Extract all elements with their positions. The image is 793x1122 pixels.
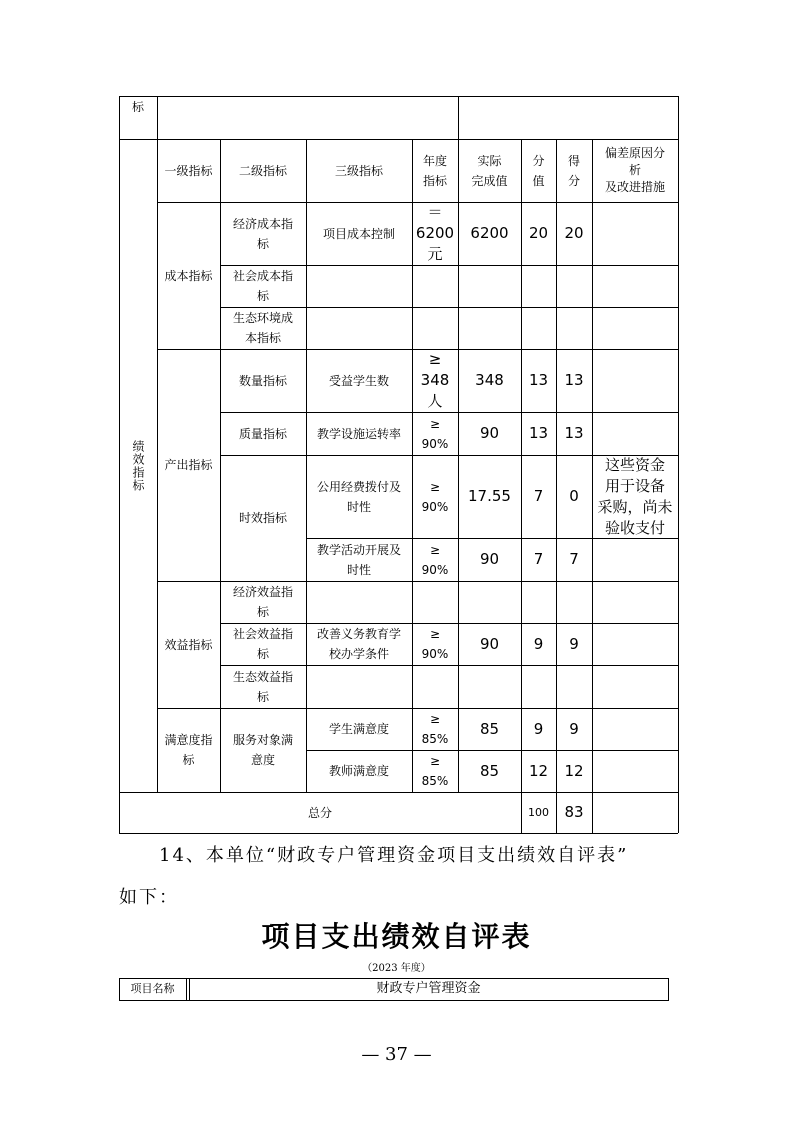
header-deviation: 偏差原因分 析 及改进措施 — [604, 146, 665, 194]
page-number: — 37 — — [361, 1044, 432, 1065]
paragraph-line2: 如下： — [119, 887, 179, 908]
row-score: 9 — [533, 719, 544, 738]
header-actual-value: 实际 完成值 — [471, 153, 508, 188]
project-name-value: 财政专户管理资金 — [376, 981, 481, 996]
level2-economic-cost: 经济成本指 标 — [232, 216, 293, 251]
row-got: 9 — [569, 634, 579, 653]
project-name-label: 项目名称 — [130, 982, 175, 995]
total-score: 100 — [528, 805, 549, 819]
row-name: 教学活动开展及 时性 — [316, 542, 401, 577]
header-level1: 一级指标 — [164, 163, 213, 178]
row-got: 7 — [569, 550, 579, 568]
total-got: 83 — [564, 803, 584, 821]
row-actual: 17.55 — [468, 487, 511, 505]
row-name: 学生满意度 — [328, 722, 389, 736]
row-name: 教学设施运转率 — [316, 426, 401, 441]
row-got: 13 — [564, 371, 584, 389]
level2-social-benefit: 社会效益指 标 — [232, 627, 293, 661]
row-name: 项目成本控制 — [322, 226, 395, 241]
row-actual: 85 — [479, 719, 500, 738]
header-level2: 二级指标 — [238, 163, 287, 178]
row-actual: 90 — [479, 550, 500, 568]
section-label: 绩效指标 — [131, 439, 145, 492]
row-target: ≥ 90% — [421, 627, 449, 661]
row-name: 公用经费拨付及 时性 — [316, 479, 401, 514]
total-label: 总分 — [307, 805, 332, 820]
row-target: ≥ 90% — [421, 542, 449, 577]
level2-eco-cost: 生态环境成 本指标 — [232, 311, 293, 345]
row-got: 12 — [564, 761, 584, 780]
row-actual: 90 — [479, 424, 500, 442]
form-title: 项目支出绩效自评表 — [261, 920, 532, 953]
row-target: ≥ 348 人 — [420, 350, 450, 410]
level2-timeliness: 时效指标 — [238, 511, 287, 525]
row-name: 受益学生数 — [328, 373, 389, 388]
row-note: 这些资金 用于设备 采购，尚未 验收支付 — [597, 455, 673, 537]
row-score: 13 — [528, 371, 549, 389]
header-annual-target: 年度 指标 — [422, 153, 447, 188]
row-target: ＝ 6200 元 — [415, 203, 455, 263]
row-score: 20 — [528, 224, 549, 242]
row-score: 9 — [533, 634, 544, 653]
form-year: （2023 年度） — [362, 963, 431, 974]
row-score: 7 — [533, 550, 544, 568]
row-score: 7 — [533, 487, 544, 505]
row-actual: 6200 — [470, 224, 509, 242]
row-got: 0 — [569, 487, 579, 505]
row-score: 13 — [528, 424, 549, 442]
level2-economic-benefit: 经济效益指 标 — [232, 585, 293, 619]
level2-eco-benefit: 生态效益指 标 — [232, 669, 293, 704]
header-got: 得 分 — [567, 153, 580, 188]
level1-benefit: 效益指标 — [164, 637, 213, 652]
top-row-label: 标 — [131, 100, 144, 114]
header-level3: 三级指标 — [334, 163, 383, 178]
level2-service-satisfaction: 服务对象满 意度 — [232, 733, 293, 767]
row-name: 教师满意度 — [328, 764, 389, 778]
level1-cost: 成本指标 — [164, 268, 213, 283]
row-got: 13 — [564, 424, 584, 442]
row-actual: 85 — [479, 761, 500, 780]
row-got: 20 — [564, 224, 584, 242]
row-target: ≥ 90% — [421, 416, 449, 451]
row-name: 改善义务教育学 校办学条件 — [316, 627, 401, 661]
level2-quantity: 数量指标 — [238, 373, 287, 388]
header-score: 分 值 — [532, 153, 545, 188]
row-got: 9 — [569, 719, 579, 738]
level2-social-cost: 社会成本指 标 — [232, 269, 293, 303]
row-score: 12 — [528, 761, 549, 780]
level1-satisfaction: 满意度指 标 — [164, 733, 213, 767]
row-target: ≥ 90% — [421, 479, 449, 514]
level2-quality: 质量指标 — [238, 426, 287, 441]
row-target: ≥ 85% — [421, 712, 449, 746]
paragraph-line1: 14、本单位“财政专户管理资金项目支出绩效自评表” — [159, 845, 629, 866]
row-target: ≥ 85% — [421, 754, 449, 788]
row-actual: 348 — [475, 371, 504, 389]
row-actual: 90 — [479, 634, 500, 653]
level1-output: 产出指标 — [164, 458, 213, 472]
